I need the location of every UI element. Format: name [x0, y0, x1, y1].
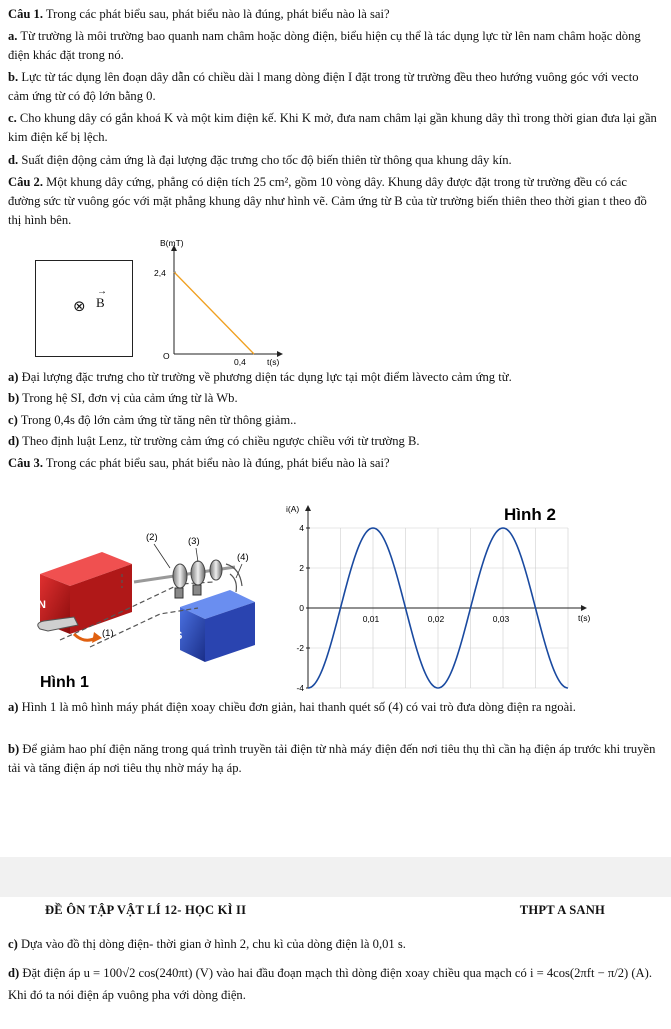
q3-c-label: c)	[8, 937, 18, 951]
q1-option-c	[8, 109, 661, 147]
i-ylabel: i(A)	[286, 504, 300, 514]
vector-b-label	[96, 286, 107, 311]
q1-b-text: Lực từ tác dụng lên đoạn dây dẫn có chiều dài l mang dòng điện I đặt trong từ trường đều theo hướng vuông góc với vecto cảm ứng từ có độ lớn bằng 0.	[8, 70, 639, 103]
q1-option-b	[8, 68, 661, 106]
q2-option-a	[8, 368, 661, 387]
generator-figure	[30, 522, 278, 692]
q2-c-label: c)	[8, 413, 18, 427]
b-xtick-label: 0,4	[234, 357, 246, 367]
q3-b-label: b)	[8, 742, 20, 756]
into-page-symbol: ⊗	[73, 297, 86, 315]
i-xtick-label: 0,03	[492, 614, 510, 624]
q2-field-box	[35, 260, 133, 357]
q3-b-text: Để giảm hao phí điện năng trong quá trình truyền tải điện từ nhà máy điện đến nơi tiêu thụ thì cần hạ điện áp trước khi truyền tải và tăng điện áp nơi tiêu thụ nhờ máy hạ áp.	[8, 742, 656, 775]
q1-a-label: a.	[8, 29, 18, 43]
i-ytick-label: 2	[299, 563, 304, 573]
current-chart	[278, 500, 591, 693]
page-header-left: ĐỀ ÔN TẬP VẬT LÍ 12- HỌC KÌ II	[45, 903, 247, 917]
q3-stem	[8, 454, 661, 473]
page-break	[0, 857, 671, 897]
q3-label: Câu 3.	[8, 456, 43, 470]
i-ytick-label: -2	[296, 643, 304, 653]
i-xtick-label: 0,01	[362, 614, 380, 624]
q3-option-d	[8, 962, 661, 1006]
b-data-line	[174, 272, 254, 354]
q1-d-text: Suất điện động cảm ứng là đại lượng đặc trưng cho tốc độ biến thiên từ thông qua khung dây kín.	[21, 153, 512, 167]
q2-stem-text: Một khung dây cứng, phẳng có diện tích 25 cm², gồm 10 vòng dây. Khung dây được đặt trong từ trường đều có các đường sức từ vuông góc với mặt phẳng khung dây như hình vẽ. Cảm ứng từ B của từ trường biến thiên theo thời gian t theo đồ thị hình bên.	[8, 175, 647, 227]
q2-d-label: d)	[8, 434, 20, 448]
brush-1	[175, 588, 183, 598]
q2-label: Câu 2.	[8, 175, 43, 189]
slip-ring-1	[173, 564, 187, 588]
i-xlabel: t(s)	[578, 613, 591, 623]
b-ylabel: B(mT)	[160, 238, 184, 248]
label-3: (3)	[188, 536, 200, 547]
vector-arrow-icon: →	[97, 286, 107, 297]
q3-a-text: Hình 1 là mô hình máy phát điện xoay chiều đơn giản, hai thanh quét số (4) có vai trò đưa dòng điện ra ngoài.	[21, 700, 576, 714]
i-xtick-label: 0,02	[427, 614, 445, 624]
brush-2	[193, 585, 201, 595]
q2-option-d	[8, 432, 661, 451]
page-header-right: THPT A SANH	[519, 903, 605, 917]
i-xtick-group	[363, 614, 510, 624]
q2-d-text: Theo định luật Lenz, từ trường cảm ứng có chiều ngược chiều với từ trường B.	[22, 434, 420, 448]
q2-a-label: a)	[8, 370, 19, 384]
q3-d-mid: vào hai đầu đoạn mạch thì dòng điện xoay chiều qua mạch có	[216, 966, 527, 980]
magnet-s	[180, 590, 255, 662]
b-vs-t-chart	[140, 236, 290, 367]
slip-ring-2	[191, 561, 205, 585]
q3-option-a	[8, 698, 661, 717]
q1-b-label: b.	[8, 70, 19, 84]
q2-option-c	[8, 411, 661, 430]
label-4: (4)	[237, 552, 249, 563]
q1-stem	[8, 5, 661, 24]
q2-stem	[8, 173, 661, 230]
label-n: N	[38, 599, 46, 611]
q2-a-text: Đại lượng đặc trưng cho từ trường về phương diện tác dụng lực tại một điểm làvecto cảm ứng từ.	[21, 370, 512, 384]
q3-a-label: a)	[8, 700, 19, 714]
q3-d-post: Khi đó ta nói điện áp vuông pha với dòng điện.	[8, 988, 246, 1002]
q1-option-d	[8, 151, 661, 170]
q3-d-voltage-formula: u = 100√2 cos(240πt) (V)	[83, 966, 214, 980]
q3-option-c	[8, 935, 661, 954]
b-origin-label: O	[163, 351, 170, 361]
i-ytick-label: -4	[296, 683, 304, 693]
q3-d-current-formula: i = 4cos(2πft − π/2) (A).	[529, 966, 652, 980]
q1-option-a	[8, 27, 661, 65]
q2-c-text: Trong 0,4s độ lớn cảm ứng từ tăng nên từ thông giảm..	[20, 413, 297, 427]
b-ytick-label: 2,4	[154, 268, 166, 278]
vector-b-letter: B	[96, 295, 105, 310]
q3-stem-text: Trong các phát biểu sau, phát biểu nào là đúng, phát biểu nào là sai?	[45, 456, 390, 470]
q3-d-label: d)	[8, 966, 20, 980]
i-ytick-label: 0	[299, 603, 304, 613]
q3-option-b	[8, 740, 661, 778]
b-xlabel: t(s)	[267, 357, 280, 367]
label-1: (1)	[102, 628, 114, 639]
q1-a-text: Từ trường là môi trường bao quanh nam châm hoặc dòng điện, biểu hiện cụ thể là tác dụng lực từ lên nam châm hoặc dòng điện khác đặt trong nó.	[8, 29, 641, 62]
q3-d-pre: Đặt điện áp	[22, 966, 81, 980]
q1-stem-text: Trong các phát biểu sau, phát biểu nào là đúng, phát biểu nào là sai?	[45, 7, 390, 21]
figure-2-title: Hình 2	[504, 505, 556, 524]
q3-c-text: Dựa vào đồ thị dòng điện- thời gian ở hình 2, chu kì của dòng điện là 0,01 s.	[20, 937, 406, 951]
q1-d-label: d.	[8, 153, 19, 167]
figure-1-title: Hình 1	[40, 674, 89, 691]
q2-option-b	[8, 389, 661, 408]
i-ytick-label: 4	[299, 523, 304, 533]
q2-b-label: b)	[8, 391, 20, 405]
q1-c-text: Cho khung dây có gắn khoá K và một kim điện kế. Khi K mở, đưa nam châm lại gần khung dây thì trong thời gian đưa lại gần kim điện kế bị lệch.	[8, 111, 657, 144]
q1-label: Câu 1.	[8, 7, 43, 21]
label-s: S	[175, 630, 183, 642]
q1-c-label: c.	[8, 111, 17, 125]
q2-b-text: Trong hệ SI, đơn vị của cảm ứng từ là Wb.	[22, 391, 238, 405]
label-2: (2)	[146, 532, 158, 543]
